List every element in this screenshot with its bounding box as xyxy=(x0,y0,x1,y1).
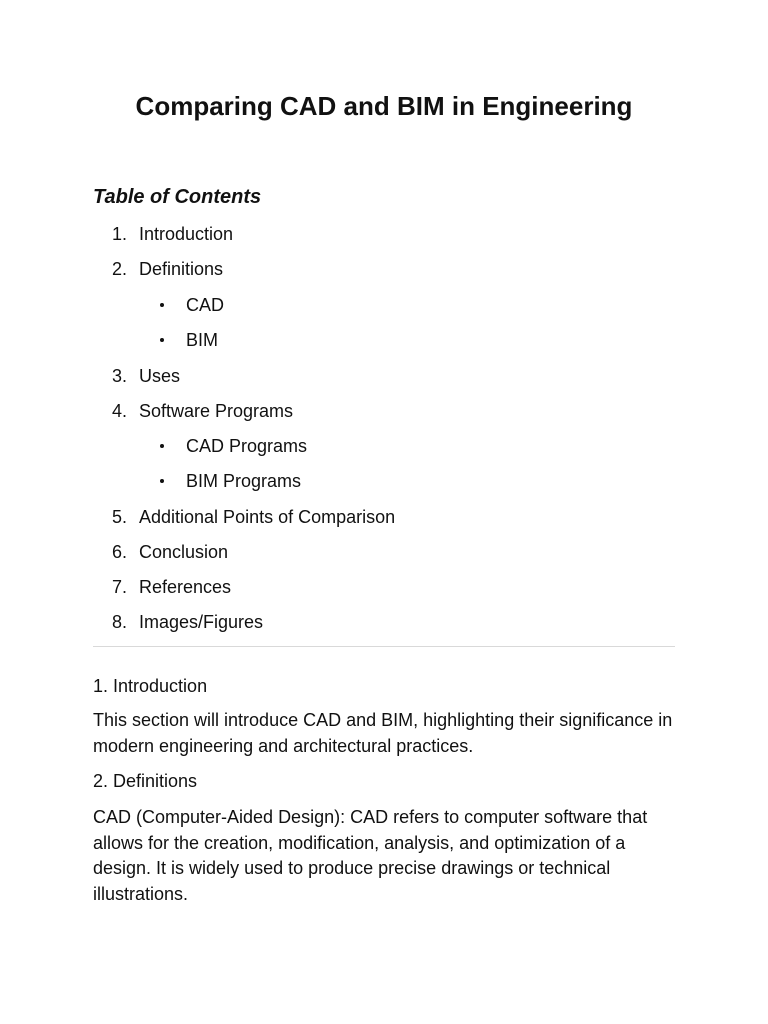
toc-item-number: 4. xyxy=(111,401,127,421)
bullet-icon xyxy=(160,444,164,448)
toc-item-label: Definitions xyxy=(139,259,224,279)
bullet-icon xyxy=(160,338,164,342)
toc-item-number: 6. xyxy=(111,542,127,562)
bullet-icon xyxy=(160,303,164,307)
toc-subitem-label: BIM xyxy=(186,330,219,350)
definitions-paragraph: CAD (Computer-Aided Design): CAD refers to computer software that allows for the creation, modification, analysis, and optimization of a design. It is widely used to produce precise drawings or technical illustrations. xyxy=(93,807,648,904)
toc-item-number: 2. xyxy=(111,259,127,279)
toc-item-label: Uses xyxy=(139,366,181,386)
toc-subitem-label: CAD Programs xyxy=(186,436,308,456)
toc-item-number: 7. xyxy=(111,577,127,597)
toc-item-label: Software Programs xyxy=(139,401,294,421)
toc-item-number: 5. xyxy=(111,507,127,527)
toc-item-number: 8. xyxy=(111,612,127,632)
toc-item-number: 3. xyxy=(111,366,127,386)
toc-subitem-label: CAD xyxy=(186,295,225,315)
toc-item-number: 1. xyxy=(111,224,127,244)
section-heading-introduction: 1. Introduction xyxy=(93,676,208,696)
toc-item-label: Introduction xyxy=(139,224,234,244)
section-heading-definitions: 2. Definitions xyxy=(93,771,198,791)
introduction-paragraph: This section will introduce CAD and BIM, highlighting their significance in modern engineering and architectural practices. xyxy=(93,710,673,756)
toc-heading: Table of Contents xyxy=(93,186,262,208)
toc-item-label: Images/Figures xyxy=(139,612,264,632)
bullet-icon xyxy=(160,479,164,483)
section-divider xyxy=(93,646,675,647)
toc-item-label: References xyxy=(139,577,232,597)
toc-item-label: Additional Points of Comparison xyxy=(139,507,396,527)
toc-subitem-label: BIM Programs xyxy=(186,471,302,491)
toc-item-label: Conclusion xyxy=(139,542,229,562)
document-title: Comparing CAD and BIM in Engineering xyxy=(135,91,633,121)
